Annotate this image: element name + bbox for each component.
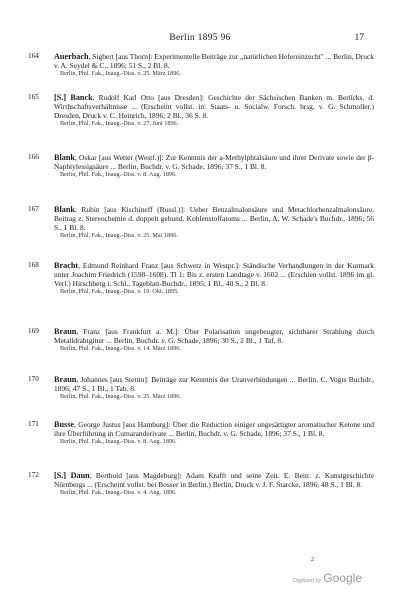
entry-number: 166 [28, 153, 39, 161]
entry-body: , Rubin [aus Kischineff (Russl.)]: Ueber Benzalmalonsäure und Metachlorbenzalmalonsäure. Beitrag z. Stereochemie d. doppelt gebund. Kohlenstoffatoms ... Berlin, A. W. Schade's Buchdr., 1896; 56 S., 1 Bl. 8. [54, 205, 374, 233]
list-item [28, 420, 374, 471]
running-head: Berlin 1895 96 [169, 33, 231, 43]
bibliography-list [28, 52, 374, 519]
google-logo: Google [323, 571, 362, 585]
list-item [28, 52, 374, 93]
entry-number: 165 [28, 93, 39, 101]
page-header [0, 33, 400, 47]
entry-body: , Franz [aus Frankfurt a. M.]: Über Polarisation ungebeugter, sichtbarer Strahlung durch Metalldrahtgitter ... Berlin, Buchdr. v. G. Schade, 1896; 30 S., 2 Bl., 1 Taf. 8. [54, 327, 374, 346]
page-number: 17 [354, 33, 364, 43]
entry-author: Bracht [54, 261, 79, 270]
entry-author: Blank [54, 205, 75, 214]
list-item [28, 375, 374, 420]
digitization-watermark [293, 569, 362, 587]
entry-author: Braun [54, 327, 77, 336]
entry-number: 171 [28, 420, 39, 428]
entry-text [54, 261, 374, 288]
entry-author: [S.] Banck [54, 93, 93, 102]
entry-body: , Rudolf Karl Otto [aus Dresden]: Geschichte der Sächsischen Banken m. Berücks. d. Wirthschaftsverhältnisse ... (Erscheint vollst. in: Staats- u. Socialw. Forsch. hrsg. v. G. Schmoller.) Dresden, Druck v. C. Heinrich, 1896; 2 Bl., 36 S. 8. [54, 93, 374, 121]
list-item [28, 327, 374, 375]
entry-dissertation-note: Berlin, Phil. Fak., Inaug.-Diss. v. 27. Juni 1896. [60, 120, 179, 128]
entry-text [54, 205, 374, 232]
entry-body: , Berthold [aus Magdeburg]: Adam Krafft und seine Zeit. E. Beitr. z. Kunstgeschichte Nürnbergs ... (Erscheint vollst. bei Bosser in Berlin.) Berlin, Druck v. J. F. Starcke, 1896; 48 S., 1 Bl. 8. [54, 471, 375, 490]
entry-author: Auerbach [54, 52, 89, 61]
entry-text [54, 153, 374, 171]
entry-dissertation-note: Berlin, Phil. Fak., Inaug.-Diss. v. 25. Mai 1896. [60, 232, 178, 240]
signature-mark: 2 [311, 557, 314, 563]
entry-dissertation-note: Berlin, Phil. Fak., Inaug.-Diss. v. 25. März 1896. [60, 70, 181, 78]
entry-dissertation-note: Berlin, Phil. Fak., Inaug.-Diss. v. 14. März 1896. [60, 345, 181, 353]
entry-number: 168 [28, 261, 39, 269]
entry-dissertation-note: Berlin, Phil. Fak., Inaug.-Diss. v. 10. Okt. 1895. [60, 288, 179, 296]
entry-body: , Oskar [aus Wetter (Westf.)]: Zur Kenntnis der a-Methylphtalsäure und ihrer Derivate sowie der β-Naphtylessigsäure ... Berlin, Buchdr. v. G. Schade, 1896; 37 S., 1 Bl. 8. [54, 153, 374, 172]
entry-dissertation-note: Berlin, Phil. Fak., Inaug.-Diss. v. 25. März 1896. [60, 393, 181, 401]
entry-text [54, 420, 374, 438]
entry-text [54, 327, 374, 345]
entry-body: , George Justus [aus Hamburg]: Über die Reduction einiger ungesättigter aromatischer Ketone und ihre Überführung in Cumaranderivate ... Berlin, Buchdr. v. G. Schade, 1896; 37 S., 1 Bl. 8. [54, 420, 374, 439]
entry-number: 164 [28, 52, 39, 60]
entry-text [54, 471, 374, 489]
entry-author: Busse [54, 420, 75, 429]
entry-author: Braun [54, 375, 77, 384]
list-item [28, 261, 374, 327]
entry-text [54, 375, 374, 393]
entry-dissertation-note: Berlin, Phil. Fak., Inaug.-Diss. v. 8. Aug. 1896. [60, 171, 177, 179]
entry-dissertation-note: Berlin, Phil. Fak., Inaug.-Diss. v. 4. Aug. 1896. [60, 489, 177, 497]
entry-author: Blank [54, 153, 75, 162]
entry-number: 170 [28, 375, 39, 383]
entry-body: , Sigbert [aus Thorn]: Experimentelle Beiträge zur „natürlichen Hefereinzucht" ... Berlin, Druck v. A. Seydel & C., 1896; 51 S., 2 Bl. 8. [54, 52, 374, 71]
entry-body: , Johannes [aus Stettin]: Beiträge zur Kenntnis der Uranverbindungen ... Berlin, C. Vogts Buchdr., 1896; 47 S., 1 Bl., 1 Tab. 8. [54, 375, 374, 394]
entry-author: [S.] Daun [54, 471, 90, 480]
watermark-caption: Digitized by [292, 578, 322, 584]
entry-dissertation-note: Berlin, Phil. Fak., Inaug.-Diss. v. 8. Aug. 1896. [60, 438, 177, 446]
list-item [28, 93, 374, 153]
list-item [28, 205, 374, 261]
entry-body: , Edmund Reinhard Franz [aus Schwetz in Westpr.]: Ständische Verhandlungen in der Kurmark unter Joachim Friedrich (1598–1608). Tl 1: Bis z. ersten Landtage v. 1602 ... (Erschien vollst. 1896 im gl. Verl.) Hirschberg i. Schl., Tageblatt-Buchdr., 1895; 1 Bl., 40 S., 2 Bl. 8. [54, 261, 374, 289]
entry-text [54, 52, 374, 70]
list-item [28, 153, 374, 205]
entry-number: 169 [28, 327, 39, 335]
list-item [28, 471, 374, 519]
entry-text [54, 93, 374, 120]
entry-number: 167 [28, 205, 39, 213]
entry-number: 172 [28, 471, 39, 479]
